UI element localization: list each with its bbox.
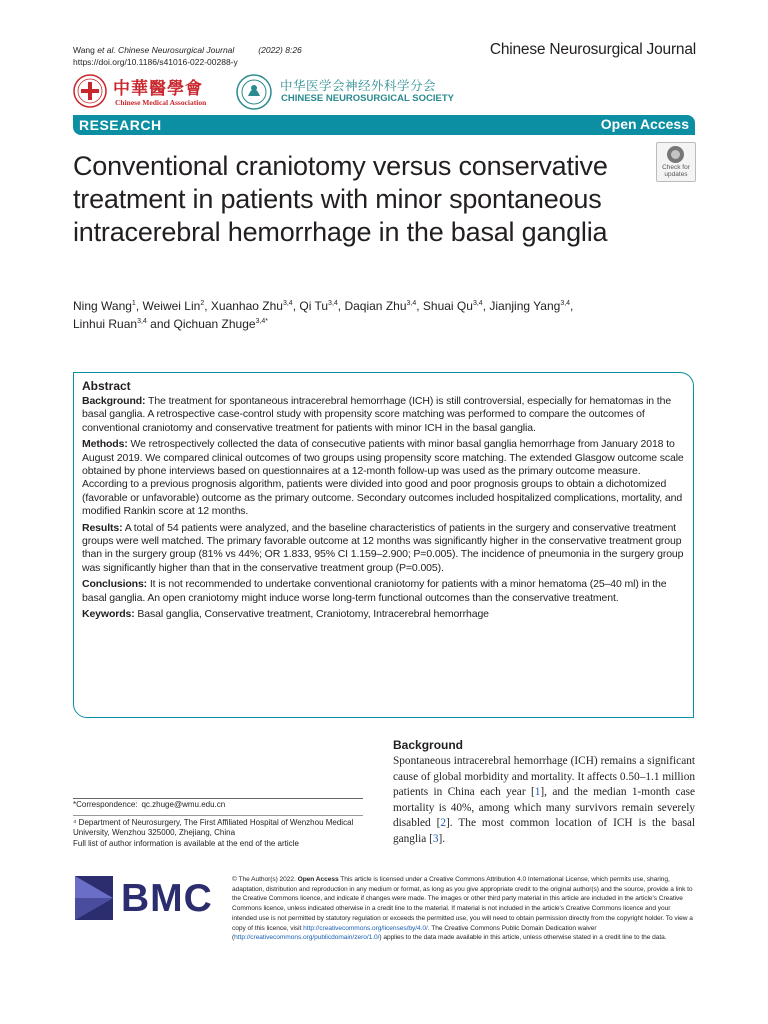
author-affiliation: 3,4 <box>328 300 338 307</box>
citation-line <box>73 44 302 56</box>
citation-year: (2022) 8:26 <box>258 45 302 55</box>
section-banner <box>73 115 695 135</box>
body-text: Spontaneous intracerebral hemorrhage (ICH) remains a significant cause of global morbidity and mortality. It affects 0.50–1.1 million patients in China each year [ <box>393 755 695 799</box>
abstract-methods <box>82 438 685 518</box>
keywords-text: Basal ganglia, Conservative treatment, Craniotomy, Intracerebral hemorrhage <box>137 608 489 621</box>
bmc-logo <box>75 874 215 924</box>
section-label: Results: <box>82 521 123 534</box>
citation-author: Wang <box>73 45 98 55</box>
abstract-results <box>82 522 685 576</box>
keywords-label: Keywords: <box>82 608 135 621</box>
body-text: ]. <box>438 832 446 845</box>
reference-link[interactable]: 2 <box>440 817 447 830</box>
author-name[interactable]: Xuanhao Zhu <box>210 299 283 313</box>
footnote-divider <box>73 798 363 799</box>
author-name[interactable]: Qichuan Zhuge <box>173 317 256 331</box>
author-name[interactable]: Shuai Qu <box>422 299 473 313</box>
license-text <box>232 875 694 943</box>
check-updates-line1: Check for <box>662 164 690 171</box>
body-text: ], and the median 1-month case mortality is 40%, among which many survivors remain severely disabled [ <box>393 786 695 830</box>
abstract-conclusions <box>82 578 685 605</box>
abstract-background <box>82 395 685 435</box>
section-text: A total of 54 patients were analyzed, and the baseline characteristics of patients in the surgery and conservative treatment groups were well matched. The primary favorable outcome at 12 months was significantly higher in the conservative treatment group than in the surgery group (81% vs 44%; OR 1.833, 95% CI 1.159–2.900; P=0.005). The incidence of pneumonia in the surgery group was significantly higher than that in the conservative treatment group (P=0.005). <box>82 521 684 574</box>
author-affiliation: 3,4* <box>255 318 269 325</box>
author-affiliation: 3,4 <box>406 300 417 307</box>
author-affiliation: 1 <box>131 300 136 307</box>
author-list: Ning Wang$^1$, Weiwei Lin$^2$, Xuanhao Zhu$^{3,4}$, Qi Tu$^{3,4}$, Daqian Zhu$^{3,4}$, Shuai Qu$^{3,4}$, Jianjing Yang$^{3,4}$, Linhui Ruan$^{3,4}$ and Qichuan Zhuge$^{3,4*}$ <box>73 299 574 331</box>
author-conjunction: and <box>150 317 171 331</box>
license-body-mid: . The Creative Commons Public Domain Dedication waiver ( <box>232 924 597 942</box>
author-affiliation: 3,4 <box>282 300 293 307</box>
affiliation-note: ⁴ Department of Neurosurgery, The First Affiliated Hospital of Wenzhou Medical University, Wenzhou 325000, Zhejiang, China <box>73 817 354 838</box>
cma-logo <box>73 74 223 110</box>
check-updates-line2: updates <box>664 171 688 178</box>
author-name[interactable]: Daqian Zhu <box>344 299 407 313</box>
license-copyright: © The Author(s) 2022. <box>232 876 296 883</box>
author-affiliation: 2 <box>200 300 205 307</box>
section-label: Background: <box>82 395 146 407</box>
bmc-mark-icon <box>75 876 113 920</box>
author-name[interactable]: Jianjing Yang <box>489 299 561 313</box>
section-text: It is not recommended to undertake conventional craniotomy for patients with a minor hematoma (25–40 ml) in the basal ganglia. An open craniotomy might induce worse long-term functional outcomes than the conservative treatment. <box>82 578 667 604</box>
body-paragraph <box>393 754 695 848</box>
update-icon <box>667 146 684 163</box>
author-name[interactable]: Weiwei Lin <box>142 299 201 313</box>
license-body-end: ) applies to the data made available in this article, unless otherwise stated in a credit line to the data. <box>379 934 667 942</box>
citation-block <box>73 44 302 68</box>
cma-chinese-name: 中華醫學會 <box>113 79 203 99</box>
correspondence-label: *Correspondence: <box>73 800 138 809</box>
body-text: ]. The most common location of ICH is the basal ganglia [ <box>393 817 696 845</box>
author-name[interactable]: Linhui Ruan <box>73 317 138 331</box>
cma-seal-icon <box>73 74 107 108</box>
check-for-updates-badge[interactable] <box>656 142 696 182</box>
author-name[interactable]: Qi Tu <box>299 299 329 313</box>
abstract-box <box>73 372 694 718</box>
author-affiliation: 3,4 <box>472 300 483 307</box>
author-name[interactable]: Ning Wang <box>73 299 132 313</box>
abstract-keywords <box>82 608 685 621</box>
citation-journal: et al. Chinese Neurosurgical Journal <box>97 45 235 55</box>
cma-english-name: Chinese Medical Association <box>115 98 207 107</box>
author-info-note: Full list of author information is available at the end of the article <box>73 838 299 848</box>
reference-link[interactable]: 1 <box>534 786 541 799</box>
license-body: This article is licensed under a Creative Commons Attribution 4.0 International License, which permits use, sharing, adaptation, distribution and reproduction in any medium or format, as long as you give appropriate credit to the original author(s) and the source, provide a link to the Creative Commons licence, and indicate if changes were made. The images or other third party material in this article are included in the article's Creative Commons licence, unless indicated otherwise in a credit line to the material. If material is not included in the article's Creative Commons licence and your intended use is not permitted by statutory regulation or exceeds the permitted use, you will need to obtain permission directly from the copyright holder. To view a copy of this licence, visit <box>232 876 693 932</box>
doi-link[interactable]: https://doi.org/10.1186/s41016-022-00288-y <box>73 57 238 67</box>
correspondence <box>73 800 368 811</box>
check-updates-label <box>657 164 695 178</box>
cns-logo <box>236 74 466 110</box>
abstract-heading: Abstract <box>82 379 131 393</box>
correspondence-email[interactable]: qc.zhuge@wmu.edu.cn <box>141 800 226 809</box>
public-domain-link[interactable]: http://creativecommons.org/publicdomain/zero/1.0/ <box>234 934 380 942</box>
bmc-wordmark: BMC <box>121 877 213 920</box>
footnotes <box>73 800 368 849</box>
article-title: Conventional craniotomy versus conservative treatment in patients with minor spontaneous intracerebral hemorrhage in the basal ganglia <box>73 151 608 247</box>
section-text: The treatment for spontaneous intracerebral hemorrhage (ICH) is still controversial, especially for hematomas in the basal ganglia. A retrospective case-control study with propensity score matching was performed to compare the outcomes of conventional craniotomy and conservative treatment for patients with minor ICH in the basal ganglia. <box>82 395 672 434</box>
journal-name: Chinese Neurosurgical Journal <box>489 41 696 58</box>
cns-english-name: CHINESE NEUROSURGICAL SOCIETY <box>281 93 454 104</box>
license-link[interactable]: http://creativecommons.org/licenses/by/4.0/ <box>303 924 428 932</box>
author-affiliation: 3,4 <box>137 318 147 325</box>
section-label: Methods: <box>82 438 128 451</box>
body-heading: Background <box>393 738 464 752</box>
license-open-access: Open Access <box>297 876 339 883</box>
footnote-separator <box>73 815 363 816</box>
author-affiliation: 3,4 <box>560 300 571 307</box>
cns-chinese-name: 中华医学会神经外科学分会 <box>280 79 437 93</box>
section-text: We retrospectively collected the data of consecutive patients with minor basal ganglia hemorrhage from January 2018 to August 2019. We compared clinical outcomes of two groups using propensity score matching. The extended Glasgow outcome scale obtained by phone interviews based on questionnaires at a 12-month follow-up was used as the primary outcome measure. According to a previous prognosis algorithm, patients were divided into good and poor prognosis groups to obtain a dichotomized (favorable or unfavorable) outcome as the primary outcome. Secondary outcomes included hospitalized complications, mortality, and modified Rankin score at 12 months. <box>82 438 684 518</box>
reference-link[interactable]: 3 <box>432 832 439 845</box>
cns-seal-icon <box>236 74 272 110</box>
open-access-label: Open Access <box>600 116 689 132</box>
section-label: Conclusions: <box>82 578 148 591</box>
article-type: RESEARCH <box>79 117 162 133</box>
